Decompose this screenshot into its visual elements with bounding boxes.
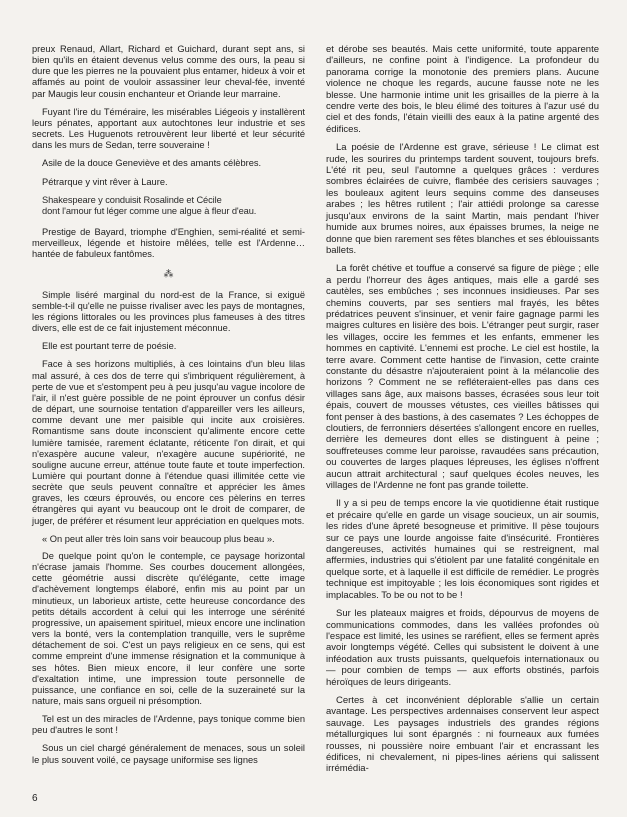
page-number: 6 <box>32 793 38 804</box>
right-paragraph: Il y a si peu de temps encore la vie quotidienne était rustique et précaire qu'elle en garde un visage soucieux, un air soumis, les rides d'une âpreté besogneuse et primitive. Il pèse toujours sur ce pays une lourde angoisse faite d'insécurité. Frontières dangereuses, activités humaines qui se restreignent, mal affermies, industries qui s'étiolent par une fatalité congénitale en quelque sorte, et à laquelle il est difficile de remédier. Le progrès technique est impitoyable ; les lois économiques sont rigides et implacables. To be ou not to be ! <box>326 498 599 601</box>
section-separator: ⁂ <box>163 268 174 280</box>
left-paragraph: Simple liséré marginal du nord-est de la France, si exiguë semble-t-il qu'elle ne puisse rivaliser avec les pays de montagnes, les régions littorales ou les provinces plus fameuses à des titres divers, elle est de ce fait injustement méconnue. <box>32 289 305 334</box>
verse-line: Shakespeare y conduisit Rosalinde et Cécile <box>42 194 222 205</box>
left-paragraph: De quelque point qu'on le contemple, ce paysage horizontal n'écrase jamais l'homme. Ses courbes doucement allongées, cette géométrie aussi discrète qu'élégante, cette image d'achèvement longtemps élaboré, enfin mis au point par un minutieux, un laborieux artiste, cette heureuse concordance des petits détails accordent à celui qui les interroge une sérénité progressive, un apaisement spirituel, mieux encore une inclination vers la bonté, vers la contemplation tranquille, vers le suprême détachement de soi. C'est un pays religieux en ce sens, qui est comme empreint d'une immense résignation et la communique à ses hôtes. Bien mieux encore, il leur confère une sorte d'exaltation intime, une impression toute personnelle de puissance, une confiance en soi, celle de la suzeraineté sur la nature, mais sans orgueil ni présomption. <box>32 550 305 706</box>
quotation: « On peut aller très loin sans voir beaucoup plus beau ». <box>42 533 275 544</box>
left-paragraph: Elle est pourtant terre de poésie. <box>42 341 177 352</box>
left-paragraph: Pétrarque y vint rêver à Laure. <box>42 176 168 187</box>
left-column <box>32 44 305 773</box>
left-paragraph: preux Renaud, Allart, Richard et Guichard, durant sept ans, si bien qu'ils en étaient devenus velus comme des ours, la peau si dure que les pierres ne la pouvaient plus entamer, hideux à voir et affamés au point de vouloir assassiner leur cheval-fée, inventé par Maugis leur cousin enchanteur et Oriande leur marraine. <box>32 44 305 99</box>
right-paragraph: Certes à cet inconvénient déplorable s'allie un certain avantage. Les perspectives ardennaises conservent leur aspect sauvage. Les paysages industriels des grandes régions métallurgiques lui sont épargnés : ni fourneaux aux fumées rousses, ni poussière noire embuant l'air et encrassant les édifices, ni chevalement, ni pipes-lines aériens qui salissent irrémédia- <box>326 694 599 775</box>
right-paragraph: et dérobe ses beautés. Mais cette uniformité, toute apparente d'ailleurs, ne confine point à l'indigence. La profondeur du panorama corrige la monotonie des premiers plans. Aucune violence ne choque les regards, aucune fausse note ne les blesse. Une harmonie intime unit les grisailles de la pierre à la cendre verte des bois, le bleu élimé des toitures à l'azur usé du ciel et des fonds, l'étain vieilli des eaux à la patine argenté des édifices. <box>326 44 599 135</box>
left-paragraph: Face à ses horizons multipliés, à ces lointains d'un bleu lilas mal assuré, à ces dos de terre qui s'imbriquent régulièrement, à perte de vue et s'estompent peu à peu jusqu'au vague incolore de l'air, il n'est guère possible de ne point éprouver un confus désir de départ, une sournoise tentation d'appareiller vers les ailleurs, comme devant une mer paisible qui incite aux croisières. Romantisme sans doute inconscient qu'alimente encore cette lumière tamisée, rarement éclatante, réticente l'on dirait, et qui n'exaspère aucune valeur, n'exagère aucune supériorité, ne souligne aucune erreur, atténue toute faute et toute imperfection. Lumière qui pourtant donne à l'étendue quasi illimitée cette vie secrète que seuls peuvent connaître et apprécier les âmes graves, les cœurs éprouvés, ou encore ces pèlerins en terres étrangères qui ayant vu beaucoup ont le droit de comparer, de juger, de préférer et résument leur appréciation en quelques mots. <box>32 359 305 526</box>
verse-line: dont l'amour fut léger comme une algue à fleur d'eau. <box>42 205 257 216</box>
right-paragraph: La forêt chétive et touffue a conservé sa figure de piège ; elle a perdu l'horreur des âges antiques, mais elle a gardé ses cautèles, ses embûches ; ses inconnues insidieuses. Par ses chemins couverts, par ses sentiers mal frayés, les bêtes prédatrices peuvent s'insinuer, et venir faire gagnage parmi les maigres cultures en lisière des bois. L'étranger peut surgir, raser les villages, occire les femmes et les enfants, emmener les hommes en captivité. L'ennemi est proche. Le ciel est hostile, la terre avare. Comment cette hantise de l'invasion, cette crainte constante du désastre n'ajouteraient point à la mélancolie des horizons ? Comment ne se refléteraient-elles pas dans ces villages sans âge, aux maisons basses, écrasées sous leur toit épais, couvert de mousses vétustes, ces vieilles bâtisses qui font penser à des bastions, à des casemates ? Les échoppes de cloutiers, de ferronniers désertées s'allongent encore en ruelles, derrière les demeures dont elles se distinguent à peine ; souffreteuses comme leur paroisse, ravaudées sans précaution, ou couvertes de larges plaques lépreuses, les églises n'offrent aucun attrait architectural ; sauf quelques écoles neuves, les villages de l'Ardenne ne font pas grande toilette. <box>326 263 599 492</box>
left-paragraph: Fuyant l'ire du Téméraire, les misérables Liégeois y installèrent leurs pénates, apportant aux autochtones leur industrie et ses secrets. Les Huguenots retrouvèrent leur liberté et leur sécurité dans les murs de Sedan, terre souveraine ! <box>32 106 305 151</box>
left-paragraph: Prestige de Bayard, triomphe d'Enghien, semi-réalité et semi-merveilleux, légende et histoire mêlées, telle est l'Ardenne… hantée de fabuleux fantômes. <box>32 227 305 260</box>
right-paragraph: La poésie de l'Ardenne est grave, sérieuse ! Le climat est rude, les sourires du printemps tardent souvent, toujours brefs. L'été rit peu, seul l'automne a quelques grâces : verdures sombres éclairées de cuivre, flambée des cerisiers sauvages ; les bouleaux agitent leurs sequins comme des danseuses arabes ; les hêtres rutilent ; l'air attiédi prolonge sa caresse jusqu'aux environs de la saint Martin, mais pendant l'hiver humide aux brumes noires, aux épaisses brumes, la neige ne donne que bien rarement ses fêtes blanches et ses éblouissants ballets. <box>326 142 599 256</box>
right-column <box>326 44 599 782</box>
left-paragraph: Tel est un des miracles de l'Ardenne, pays tonique comme bien peu d'autres le sont ! <box>32 714 305 736</box>
right-paragraph: Sur les plateaux maigres et froids, dépourvus de moyens de communications commodes, dans les vallées profondes où l'espace est limité, les usines se raréfient, elles se ferment après avoir longtemps végété. Celles qui subsistent le doivent à une inféodation aux trusts puissants, quelquefois internationaux ou — pour combien de temps — aux efforts obstinés, parfois héroïques de leurs dirigeants. <box>326 608 599 688</box>
left-paragraph: Sous un ciel chargé généralement de menaces, sous un soleil le plus souvent voilé, ce paysage uniformise ses lignes <box>32 743 305 765</box>
left-paragraph: Asile de la douce Geneviève et des amants célèbres. <box>42 158 262 169</box>
